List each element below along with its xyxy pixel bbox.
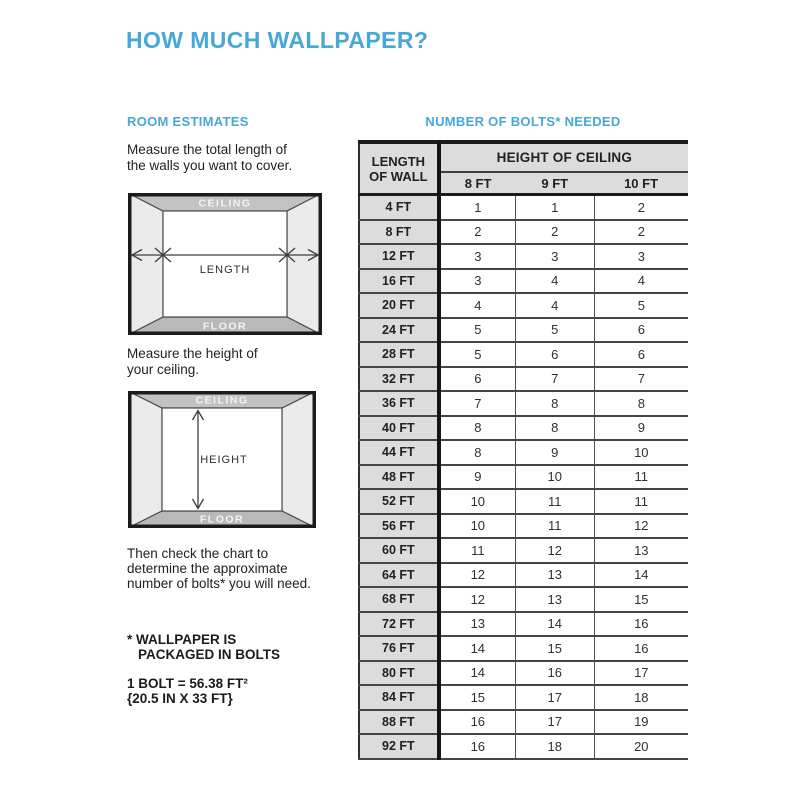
wall-length-cell: 76 FT <box>359 636 439 661</box>
bolt-count-cell: 15 <box>594 587 688 612</box>
bolt-count-cell: 13 <box>439 612 516 637</box>
bolt-count-cell: 13 <box>515 563 594 588</box>
right-wall-face <box>282 391 316 528</box>
table-row <box>359 391 688 416</box>
wall-length-cell: 40 FT <box>359 416 439 441</box>
bolt-count-cell: 13 <box>594 538 688 563</box>
bolt-count-cell: 14 <box>439 636 516 661</box>
room-length-diagram <box>128 193 322 335</box>
measure-length-paragraph <box>127 142 292 174</box>
bolt-size-note <box>127 677 248 706</box>
table-row <box>359 538 688 563</box>
col-header-8ft: 8 FT <box>439 172 516 195</box>
wall-length-cell: 64 FT <box>359 563 439 588</box>
bolt-count-cell: 6 <box>439 367 516 392</box>
wall-length-cell: 52 FT <box>359 489 439 514</box>
table-row <box>359 416 688 441</box>
bolt-count-cell: 5 <box>439 342 516 367</box>
wall-length-cell: 36 FT <box>359 391 439 416</box>
bolt-count-cell: 11 <box>594 489 688 514</box>
bolts-table-caption: NUMBER OF BOLTS* NEEDED <box>425 114 621 129</box>
floor-label: FLOOR <box>202 320 248 333</box>
table-row <box>359 685 688 710</box>
table-row <box>359 734 688 759</box>
wall-length-cell: 12 FT <box>359 244 439 269</box>
bolt-count-cell: 16 <box>515 661 594 686</box>
bolt-count-cell: 2 <box>594 195 688 220</box>
bolt-count-cell: 5 <box>515 318 594 343</box>
note-line: {20.5 IN X 33 FT} <box>127 690 233 706</box>
ceiling-label: CEILING <box>198 197 252 210</box>
bolt-count-cell: 11 <box>439 538 516 563</box>
floor-label: FLOOR <box>199 513 245 526</box>
paragraph-line: number of bolts* you will need. <box>127 576 311 591</box>
bolt-count-cell: 17 <box>594 661 688 686</box>
paragraph-line: your ceiling. <box>127 362 200 377</box>
table-header-row <box>359 142 688 172</box>
wall-length-cell: 56 FT <box>359 514 439 539</box>
bolt-count-cell: 8 <box>515 416 594 441</box>
footnote-line: * WALLPAPER IS <box>127 632 237 647</box>
bolt-count-cell: 11 <box>515 514 594 539</box>
bolt-count-cell: 14 <box>439 661 516 686</box>
measure-height-paragraph <box>127 346 258 378</box>
bolt-count-cell: 16 <box>439 710 516 735</box>
bolt-count-cell: 4 <box>594 269 688 294</box>
bolt-count-cell: 6 <box>515 342 594 367</box>
wall-length-cell: 8 FT <box>359 220 439 245</box>
wall-length-cell: 44 FT <box>359 440 439 465</box>
bolt-count-cell: 10 <box>515 465 594 490</box>
bolt-count-cell: 18 <box>515 734 594 759</box>
ceiling-label: CEILING <box>195 394 249 407</box>
table-row <box>359 661 688 686</box>
table-row <box>359 636 688 661</box>
bolt-count-cell: 15 <box>515 636 594 661</box>
bolt-count-cell: 17 <box>515 710 594 735</box>
wall-length-cell: 4 FT <box>359 195 439 220</box>
table-row <box>359 367 688 392</box>
bolt-count-cell: 4 <box>515 269 594 294</box>
bolt-count-cell: 9 <box>439 465 516 490</box>
wall-length-cell: 92 FT <box>359 734 439 759</box>
table-row <box>359 587 688 612</box>
bolt-count-cell: 5 <box>594 293 688 318</box>
bolt-count-cell: 10 <box>594 440 688 465</box>
bolt-count-cell: 7 <box>515 367 594 392</box>
bolt-count-cell: 16 <box>439 734 516 759</box>
ceiling-height-header: HEIGHT OF CEILING <box>439 142 688 172</box>
wall-length-header <box>359 142 439 195</box>
bolts-table <box>358 140 688 760</box>
height-dimension-label: HEIGHT <box>200 454 248 466</box>
bolt-count-cell: 19 <box>594 710 688 735</box>
table-row <box>359 489 688 514</box>
bolt-count-cell: 3 <box>594 244 688 269</box>
bolt-count-cell: 2 <box>515 220 594 245</box>
bolt-count-cell: 8 <box>515 391 594 416</box>
ceiling-height-diagram <box>128 391 316 528</box>
paragraph-line: Measure the height of <box>127 346 258 361</box>
wall-length-cell: 48 FT <box>359 465 439 490</box>
footnote-line: PACKAGED IN BOLTS <box>138 646 281 662</box>
bolt-count-cell: 7 <box>439 391 516 416</box>
left-wall-face <box>128 391 162 528</box>
table-row <box>359 269 688 294</box>
bolt-count-cell: 3 <box>439 269 516 294</box>
check-chart-paragraph <box>127 546 311 591</box>
bolt-count-cell: 3 <box>439 244 516 269</box>
bolt-count-cell: 5 <box>439 318 516 343</box>
table-row <box>359 293 688 318</box>
bolt-count-cell: 6 <box>594 342 688 367</box>
bolt-count-cell: 18 <box>594 685 688 710</box>
header-line: LENGTH <box>371 153 426 169</box>
wall-length-cell: 68 FT <box>359 587 439 612</box>
bolt-count-cell: 1 <box>515 195 594 220</box>
left-wall-face <box>128 193 163 335</box>
bolt-count-cell: 14 <box>515 612 594 637</box>
wall-length-cell: 60 FT <box>359 538 439 563</box>
wall-length-cell: 80 FT <box>359 661 439 686</box>
bolt-count-cell: 6 <box>594 318 688 343</box>
bolt-count-cell: 8 <box>439 416 516 441</box>
bolt-count-cell: 16 <box>594 636 688 661</box>
room-estimates-heading: ROOM ESTIMATES <box>127 114 249 129</box>
wall-length-cell: 20 FT <box>359 293 439 318</box>
table-row <box>359 710 688 735</box>
bolt-count-cell: 11 <box>515 489 594 514</box>
bolt-count-cell: 10 <box>439 489 516 514</box>
bolt-count-cell: 3 <box>515 244 594 269</box>
bolt-count-cell: 17 <box>515 685 594 710</box>
wall-length-cell: 84 FT <box>359 685 439 710</box>
bolt-count-cell: 12 <box>439 563 516 588</box>
right-wall-face <box>287 193 322 335</box>
col-header-9ft: 9 FT <box>515 172 594 195</box>
bolts-footnote <box>127 633 280 662</box>
header-line: OF WALL <box>369 168 428 184</box>
paragraph-line: Measure the total length of <box>127 142 287 157</box>
bolt-count-cell: 13 <box>515 587 594 612</box>
bolt-count-cell: 15 <box>439 685 516 710</box>
length-dimension-label: LENGTH <box>199 264 251 276</box>
table-row <box>359 318 688 343</box>
bolt-count-cell: 20 <box>594 734 688 759</box>
bolt-count-cell: 16 <box>594 612 688 637</box>
table-row <box>359 220 688 245</box>
table-row <box>359 244 688 269</box>
bolt-count-cell: 11 <box>594 465 688 490</box>
col-header-10ft: 10 FT <box>594 172 688 195</box>
bolt-count-cell: 14 <box>594 563 688 588</box>
wall-length-cell: 24 FT <box>359 318 439 343</box>
table-row <box>359 195 688 220</box>
bolt-count-cell: 2 <box>439 220 516 245</box>
table-row <box>359 612 688 637</box>
bolt-count-cell: 12 <box>515 538 594 563</box>
bolt-count-cell: 10 <box>439 514 516 539</box>
paragraph-line: Then check the chart to <box>127 546 269 561</box>
wall-length-cell: 28 FT <box>359 342 439 367</box>
wall-length-cell: 72 FT <box>359 612 439 637</box>
table-row <box>359 342 688 367</box>
paragraph-line: the walls you want to cover. <box>127 158 293 173</box>
bolt-count-cell: 4 <box>515 293 594 318</box>
bolt-count-cell: 8 <box>439 440 516 465</box>
note-line: 1 BOLT = 56.38 FT² <box>127 676 248 691</box>
bolt-count-cell: 9 <box>594 416 688 441</box>
bolt-count-cell: 12 <box>594 514 688 539</box>
bolt-count-cell: 9 <box>515 440 594 465</box>
bolt-count-cell: 1 <box>439 195 516 220</box>
page-title: HOW MUCH WALLPAPER? <box>126 27 429 53</box>
paragraph-line: determine the approximate <box>127 561 288 576</box>
bolt-count-cell: 7 <box>594 367 688 392</box>
bolt-count-cell: 12 <box>439 587 516 612</box>
wall-length-cell: 32 FT <box>359 367 439 392</box>
bolt-count-cell: 2 <box>594 220 688 245</box>
wall-length-cell: 88 FT <box>359 710 439 735</box>
table-row <box>359 465 688 490</box>
table-row <box>359 440 688 465</box>
table-row <box>359 514 688 539</box>
bolt-count-cell: 8 <box>594 391 688 416</box>
table-row <box>359 563 688 588</box>
bolts-table-body <box>359 195 688 759</box>
wall-length-cell: 16 FT <box>359 269 439 294</box>
bolt-count-cell: 4 <box>439 293 516 318</box>
